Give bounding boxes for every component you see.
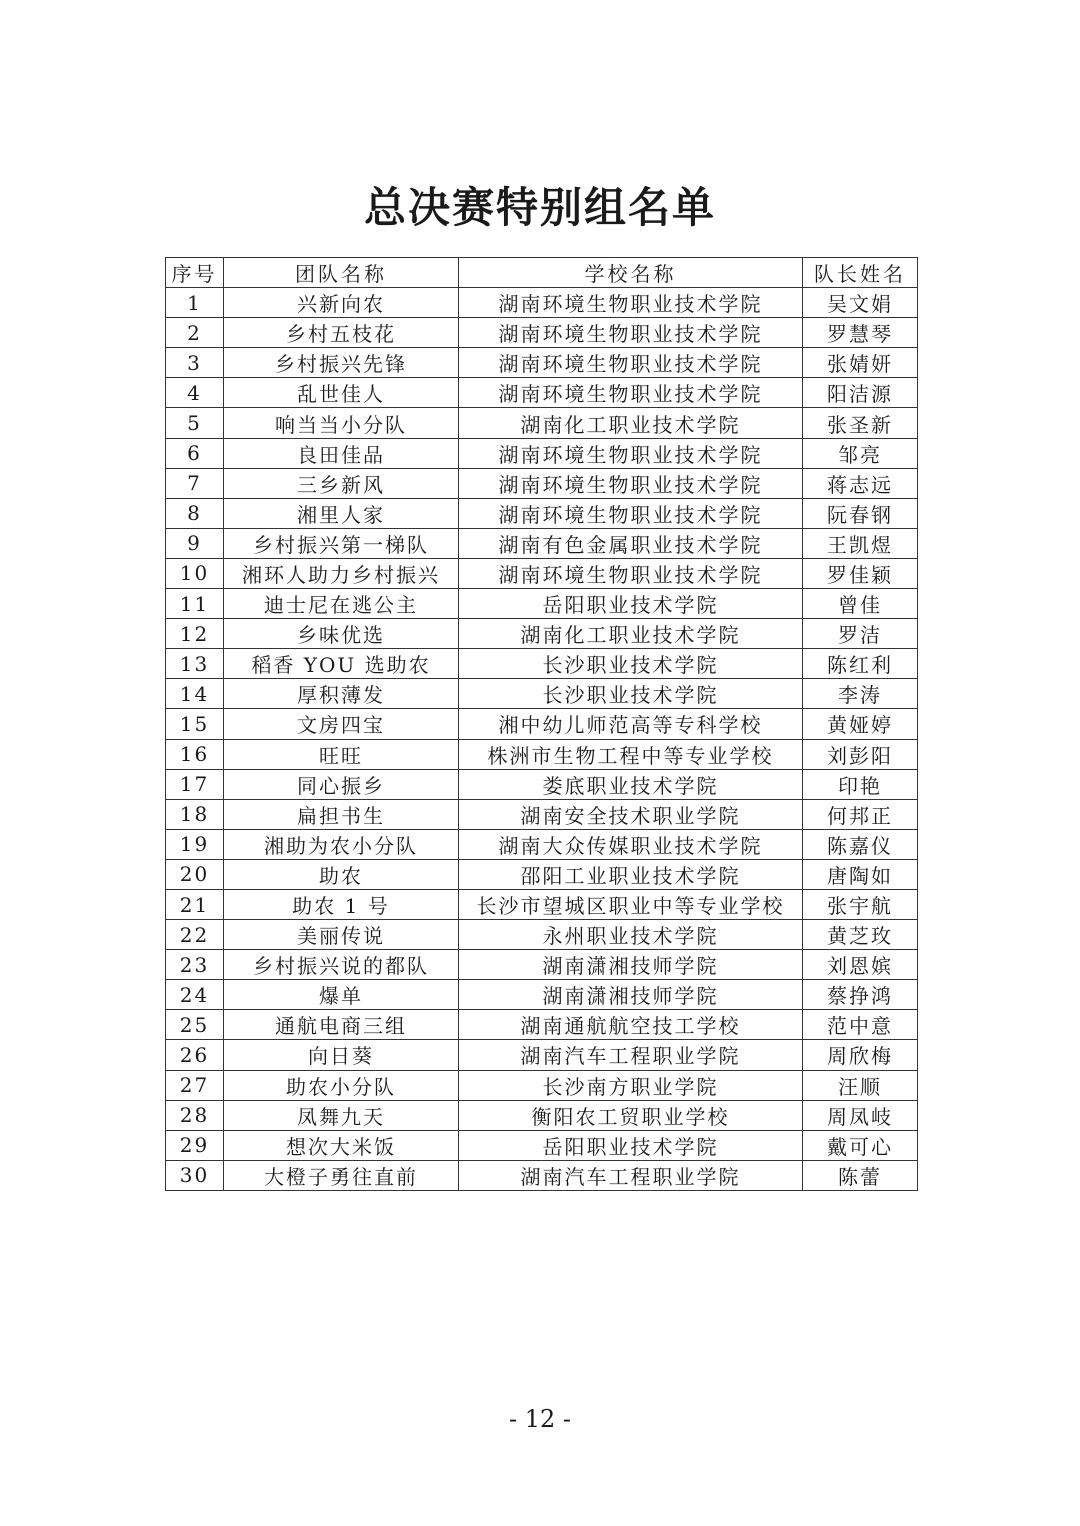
cell-school-name: 娄底职业技术学院 <box>459 769 803 799</box>
cell-leader-name: 吴文娟 <box>803 288 918 318</box>
cell-leader-name: 罗洁 <box>803 619 918 649</box>
cell-team-name: 兴新向农 <box>224 288 459 318</box>
table-row <box>166 438 918 468</box>
cell-school-name: 岳阳职业技术学院 <box>459 1130 803 1160</box>
cell-team-name: 乡村振兴第一梯队 <box>224 528 459 558</box>
cell-school-name: 湖南有色金属职业技术学院 <box>459 528 803 558</box>
cell-school-name: 湖南汽车工程职业学院 <box>459 1160 803 1190</box>
cell-team-name: 助农 1 号 <box>224 889 459 919</box>
cell-team-name: 良田佳品 <box>224 438 459 468</box>
cell-leader-name: 阳洁源 <box>803 378 918 408</box>
table-row <box>166 468 918 498</box>
table-row <box>166 980 918 1010</box>
cell-leader-name: 黄芝玫 <box>803 920 918 950</box>
table-row <box>166 589 918 619</box>
cell-team-name: 乡村五枝花 <box>224 318 459 348</box>
cell-team-name: 湘里人家 <box>224 498 459 528</box>
cell-leader-name: 范中意 <box>803 1010 918 1040</box>
table-row <box>166 799 918 829</box>
cell-leader-name: 刘恩嫔 <box>803 950 918 980</box>
table-row <box>166 1040 918 1070</box>
cell-leader-name: 李涛 <box>803 679 918 709</box>
cell-team-name: 乡味优选 <box>224 619 459 649</box>
cell-team-name: 助农 <box>224 859 459 889</box>
cell-school-name: 株洲市生物工程中等专业学校 <box>459 739 803 769</box>
cell-leader-name: 戴可心 <box>803 1130 918 1160</box>
cell-team-name: 三乡新风 <box>224 468 459 498</box>
cell-no: 23 <box>166 950 224 980</box>
cell-team-name: 通航电商三组 <box>224 1010 459 1040</box>
cell-no: 9 <box>166 528 224 558</box>
table-row <box>166 318 918 348</box>
cell-school-name: 衡阳农工贸职业学校 <box>459 1100 803 1130</box>
table-row <box>166 950 918 980</box>
cell-no: 19 <box>166 829 224 859</box>
cell-no: 27 <box>166 1070 224 1100</box>
table-row <box>166 889 918 919</box>
table-row <box>166 408 918 438</box>
cell-no: 25 <box>166 1010 224 1040</box>
cell-school-name: 湖南环境生物职业技术学院 <box>459 558 803 588</box>
table-row <box>166 619 918 649</box>
table-row <box>166 829 918 859</box>
cell-school-name: 永州职业技术学院 <box>459 920 803 950</box>
cell-no: 2 <box>166 318 224 348</box>
cell-no: 22 <box>166 920 224 950</box>
cell-school-name: 长沙南方职业学院 <box>459 1070 803 1100</box>
table-row <box>166 528 918 558</box>
cell-team-name: 旺旺 <box>224 739 459 769</box>
cell-leader-name: 陈红利 <box>803 649 918 679</box>
cell-team-name: 迪士尼在逃公主 <box>224 589 459 619</box>
cell-school-name: 湖南安全技术职业学院 <box>459 799 803 829</box>
cell-team-name: 大橙子勇往直前 <box>224 1160 459 1190</box>
cell-team-name: 湘环人助力乡村振兴 <box>224 558 459 588</box>
cell-team-name: 向日葵 <box>224 1040 459 1070</box>
table-row <box>166 348 918 378</box>
cell-school-name: 岳阳职业技术学院 <box>459 589 803 619</box>
cell-leader-name: 汪顺 <box>803 1070 918 1100</box>
header-team: 团队名称 <box>224 258 459 288</box>
cell-no: 15 <box>166 709 224 739</box>
roster-table <box>165 257 918 1191</box>
cell-team-name: 扁担书生 <box>224 799 459 829</box>
cell-leader-name: 黄娅婷 <box>803 709 918 739</box>
cell-school-name: 湖南环境生物职业技术学院 <box>459 468 803 498</box>
cell-no: 10 <box>166 558 224 588</box>
cell-team-name: 乡村振兴说的都队 <box>224 950 459 980</box>
cell-leader-name: 王凯煜 <box>803 528 918 558</box>
cell-no: 14 <box>166 679 224 709</box>
cell-school-name: 湖南汽车工程职业学院 <box>459 1040 803 1070</box>
cell-team-name: 爆单 <box>224 980 459 1010</box>
header-leader: 队长姓名 <box>803 258 918 288</box>
table-row <box>166 769 918 799</box>
cell-school-name: 湖南环境生物职业技术学院 <box>459 288 803 318</box>
page-number: - 12 - <box>508 1405 571 1433</box>
table-row <box>166 649 918 679</box>
cell-school-name: 湖南化工职业技术学院 <box>459 619 803 649</box>
cell-no: 20 <box>166 859 224 889</box>
cell-leader-name: 罗慧琴 <box>803 318 918 348</box>
cell-team-name: 乱世佳人 <box>224 378 459 408</box>
cell-school-name: 长沙市望城区职业中等专业学校 <box>459 889 803 919</box>
cell-no: 13 <box>166 649 224 679</box>
table-row <box>166 288 918 318</box>
cell-leader-name: 何邦正 <box>803 799 918 829</box>
cell-team-name: 湘助为农小分队 <box>224 829 459 859</box>
cell-leader-name: 陈嘉仪 <box>803 829 918 859</box>
cell-school-name: 湖南通航航空技工学校 <box>459 1010 803 1040</box>
cell-team-name: 厚积薄发 <box>224 679 459 709</box>
cell-leader-name: 邹亮 <box>803 438 918 468</box>
cell-no: 26 <box>166 1040 224 1070</box>
cell-no: 7 <box>166 468 224 498</box>
cell-leader-name: 张婧妍 <box>803 348 918 378</box>
cell-school-name: 湖南环境生物职业技术学院 <box>459 348 803 378</box>
cell-team-name: 想次大米饭 <box>224 1130 459 1160</box>
cell-leader-name: 陈蕾 <box>803 1160 918 1190</box>
cell-leader-name: 张圣新 <box>803 408 918 438</box>
cell-team-name: 稻香 YOU 选助农 <box>224 649 459 679</box>
cell-team-name: 美丽传说 <box>224 920 459 950</box>
cell-no: 5 <box>166 408 224 438</box>
cell-school-name: 邵阳工业职业技术学院 <box>459 859 803 889</box>
cell-leader-name: 阮春钢 <box>803 498 918 528</box>
cell-school-name: 湖南环境生物职业技术学院 <box>459 318 803 348</box>
table-row <box>166 1070 918 1100</box>
cell-no: 4 <box>166 378 224 408</box>
header-no: 序号 <box>166 258 224 288</box>
cell-no: 29 <box>166 1130 224 1160</box>
cell-no: 30 <box>166 1160 224 1190</box>
cell-no: 16 <box>166 739 224 769</box>
cell-school-name: 湖南环境生物职业技术学院 <box>459 498 803 528</box>
cell-school-name: 湘中幼儿师范高等专科学校 <box>459 709 803 739</box>
cell-leader-name: 周凤岐 <box>803 1100 918 1130</box>
table-body <box>166 288 918 1191</box>
cell-no: 24 <box>166 980 224 1010</box>
cell-leader-name: 罗佳颖 <box>803 558 918 588</box>
cell-leader-name: 唐陶如 <box>803 859 918 889</box>
cell-leader-name: 刘彭阳 <box>803 739 918 769</box>
cell-no: 18 <box>166 799 224 829</box>
table-row <box>166 679 918 709</box>
table-row <box>166 709 918 739</box>
cell-school-name: 湖南潇湘技师学院 <box>459 950 803 980</box>
cell-leader-name: 蒋志远 <box>803 468 918 498</box>
cell-team-name: 助农小分队 <box>224 1070 459 1100</box>
cell-team-name: 同心振乡 <box>224 769 459 799</box>
table-row <box>166 1130 918 1160</box>
header-school: 学校名称 <box>459 258 803 288</box>
cell-team-name: 乡村振兴先锋 <box>224 348 459 378</box>
cell-leader-name: 张宇航 <box>803 889 918 919</box>
table-row <box>166 1100 918 1130</box>
cell-no: 21 <box>166 889 224 919</box>
cell-leader-name: 印艳 <box>803 769 918 799</box>
cell-leader-name: 曾佳 <box>803 589 918 619</box>
cell-leader-name: 蔡挣鸿 <box>803 980 918 1010</box>
table-row <box>166 498 918 528</box>
cell-team-name: 凤舞九天 <box>224 1100 459 1130</box>
cell-school-name: 湖南环境生物职业技术学院 <box>459 438 803 468</box>
cell-school-name: 湖南化工职业技术学院 <box>459 408 803 438</box>
table-row <box>166 1010 918 1040</box>
cell-no: 8 <box>166 498 224 528</box>
cell-no: 6 <box>166 438 224 468</box>
cell-school-name: 长沙职业技术学院 <box>459 649 803 679</box>
table-header-row <box>166 258 918 288</box>
table-row <box>166 739 918 769</box>
cell-school-name: 湖南潇湘技师学院 <box>459 980 803 1010</box>
table-row <box>166 378 918 408</box>
table-row <box>166 920 918 950</box>
cell-no: 1 <box>166 288 224 318</box>
cell-no: 28 <box>166 1100 224 1130</box>
table-row <box>166 1160 918 1190</box>
cell-school-name: 湖南大众传媒职业技术学院 <box>459 829 803 859</box>
cell-no: 12 <box>166 619 224 649</box>
cell-school-name: 长沙职业技术学院 <box>459 679 803 709</box>
table-row <box>166 558 918 588</box>
table-row <box>166 859 918 889</box>
cell-no: 3 <box>166 348 224 378</box>
page-title: 总决赛特别组名单 <box>363 183 716 233</box>
cell-leader-name: 周欣梅 <box>803 1040 918 1070</box>
cell-team-name: 响当当小分队 <box>224 408 459 438</box>
cell-school-name: 湖南环境生物职业技术学院 <box>459 378 803 408</box>
cell-no: 11 <box>166 589 224 619</box>
cell-no: 17 <box>166 769 224 799</box>
cell-team-name: 文房四宝 <box>224 709 459 739</box>
